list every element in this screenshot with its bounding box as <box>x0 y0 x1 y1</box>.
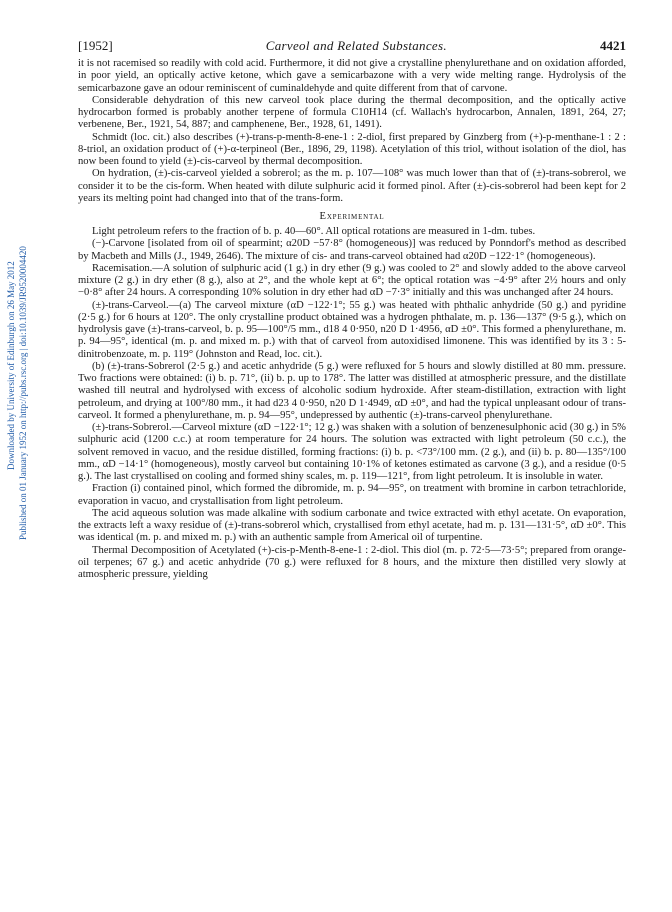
paragraph: Light petroleum refers to the fraction of b. p. 40—60°. All optical rotations are measured in 1-dm. tubes. <box>92 226 536 237</box>
download-note: Downloaded by University of Edinburgh on 26 May 2012 <box>6 261 16 470</box>
page-number: 4421 <box>599 38 626 53</box>
header-year: [1952] <box>78 38 113 53</box>
paragraph: (b) (±)-trans-Sobrerol (2·5 g.) and acetic anhydride (5 g.) were refluxed for 5 hours and slowly distilled at 80 mm. pressure. Two fractions were obtained: (i) b. p. 71°, (ii) b. p. up to 178°. The latter was distilled at atmospheric pressure, and the distillate washed till neutral and hydrolysed with excess of alcoholic sodium hydroxide. After steam-distillation, extraction with light petroleum, and drying at 100°/80 mm., it had d23 4 0·950, n20 D 1·4949, αD ±0°, and had the typical unpleasant odour of trans-carveol. It formed a phenylurethane, m. p. 94—95°, undepressed by authentic (±)-trans-carveol phenylurethane. <box>78 360 626 421</box>
paragraph: Thermal Decomposition of Acetylated (+)-cis-p-Menth-8-ene-1 : 2-diol. This diol (m. p. 72·5—73·5°; prepared from orange-oil terpenes; 67 g.) and acetic anhydride (70 g.) were refluxed for 8 hours, and the mixture then distilled very slowly at atmospheric pressure, yielding <box>78 544 626 580</box>
journal-page <box>78 38 626 581</box>
paragraph: it is not racemised so readily with cold acid. Furthermore, it did not give a crystalline phenylurethane and on oxidation afforded, in poor yield, an optically active ketone, which gave a semicarbazone with a very wide melting range. Hydrolysis of the semicarbazone gave an odour reminiscent of cuminaldehyde and quite different from that of carvone. <box>78 58 626 94</box>
paragraph: (−)-Carvone [isolated from oil of spearmint; α20D −57·8° (homogeneous)] was reduced by Ponndorf's method as described by Macbeth and Mills (J., 1949, 2646). The mixture of cis- and trans-carveol obtained had α20D −122·1° (homogeneous). <box>78 238 626 262</box>
paragraph: Racemisation.—A solution of sulphuric acid (1 g.) in dry ether (9 g.) was cooled to 2° and slowly added to the above carveol mixture (2 g.) in dry ether (8 g.), also at 2°, and the whole kept at 6°; the optical rotation was −4·9° after 2½ hours and only −0·8° after 24 hours. A corresponding 10% solution in dry ether had αD −7·3° initially and this was unchanged after 24 hours. <box>78 262 626 299</box>
discussion-text <box>78 58 626 205</box>
paragraph: The acid aqueous solution was made alkaline with sodium carbonate and twice extracted with ethyl acetate. On evaporation, the extracts left a waxy residue of (±)-trans-sobrerol which, crystallised from ethyl acetate, had m. p. 131—131·5°, αD ±0°. This was identical (m. p. and mixed m. p.) with an authentic sample from Americal oil of turpentine. <box>78 507 626 544</box>
header-title: Carveol and Related Substances. <box>265 38 447 53</box>
download-watermark <box>0 0 36 912</box>
paragraph: Fraction (i) contained pinol, which formed the dibromide, m. p. 94—95°, on treatment with bromine in carbon tetrachloride, evaporation in vacuo, and crystallisation from light petroleum. <box>78 483 626 507</box>
running-header <box>78 38 626 56</box>
paragraph: On hydration, (±)-cis-carveol yielded a sobrerol; as the m. p. 107—108° was much lower than that of (±)-trans-sobrerol, we consider it to be the cis-form. When heated with dilute sulphuric acid it formed pinol. After (±)-cis-sobrerol had been kept for 2 years its melting point had changed into that of the trans-form. <box>78 168 626 204</box>
publication-note: Published on 01 January 1952 on http://pubs.rsc.org | doi:10.1039/JR9520004420 <box>18 246 28 540</box>
paragraph: Schmidt (loc. cit.) also describes (+)-trans-p-menth-8-ene-1 : 2-diol, first prepared by Ginzberg from (+)-p-menthane-1 : 2 : 8-triol, an oxidation product of (+)-α-terpineol (Ber., 1896, 29, 1198). Acetylation of this triol, without isolation of the diol, has now been found to yield (±)-cis-carveol by thermal decomposition. <box>78 131 626 167</box>
paragraph: Considerable dehydration of this new carveol took place during the thermal decomposition, and the optically active hydrocarbon formed is probably another terpene of formula C10H14 (cf. Wallach's hydrocarbon, Annalen, 1891, 264, 27; verbenene, Ber., 1921, 54, 887; and camphenene, Ber., 1928, 61, 1491). <box>78 94 626 131</box>
section-heading: Experimental <box>319 211 385 222</box>
paragraph: (±)-trans-Carveol.—(a) The carveol mixture (αD −122·1°; 55 g.) was heated with phthalic anhydride (50 g.) and pyridine (2·5 g.) for 6 hours at 120°. The only crystalline product obtained was a hydrogen phthalate, m. p. 136—137° (9·5 g.), which on hydrolysis gave (±)-trans-carveol, b. p. 95—100°/5 mm., d18 4 0·950, n20 D 1·4956, αD ±0°. This formed a phenylurethane, m. p. 94—95°, identical (m. p. and mixed m. p.) with that of carveol from autoxidised limonene. This was identified by its 3 : 5-dinitrobenzoate, m. p. 119° (Johnston and Read, loc. cit.). <box>78 299 626 360</box>
paragraph: (±)-trans-Sobrerol.—Carveol mixture (αD −122·1°; 12 g.) was shaken with a solution of benzenesulphonic acid (30 g.) in 5% sulphuric acid (1200 c.c.) at room temperature for 24 hours. The solution was extracted with light petroleum (50 c.c.), the solvent removed in vacuo, and the residue distilled, forming fractions: (i) b. p. <73°/100 mm. (2 g.), and (ii) b. p. 80—135°/100 mm., αD −14·1° (homogeneous), mostly carveol but containing 10·1% of ketones estimated as carvone (3 g.), and a residue (0·5 g.). The last crystallised on cooling and formed shiny scales, m. p. 119—121°, from light petroleum. It is insoluble in water. <box>78 422 626 482</box>
experimental-text <box>78 226 626 581</box>
